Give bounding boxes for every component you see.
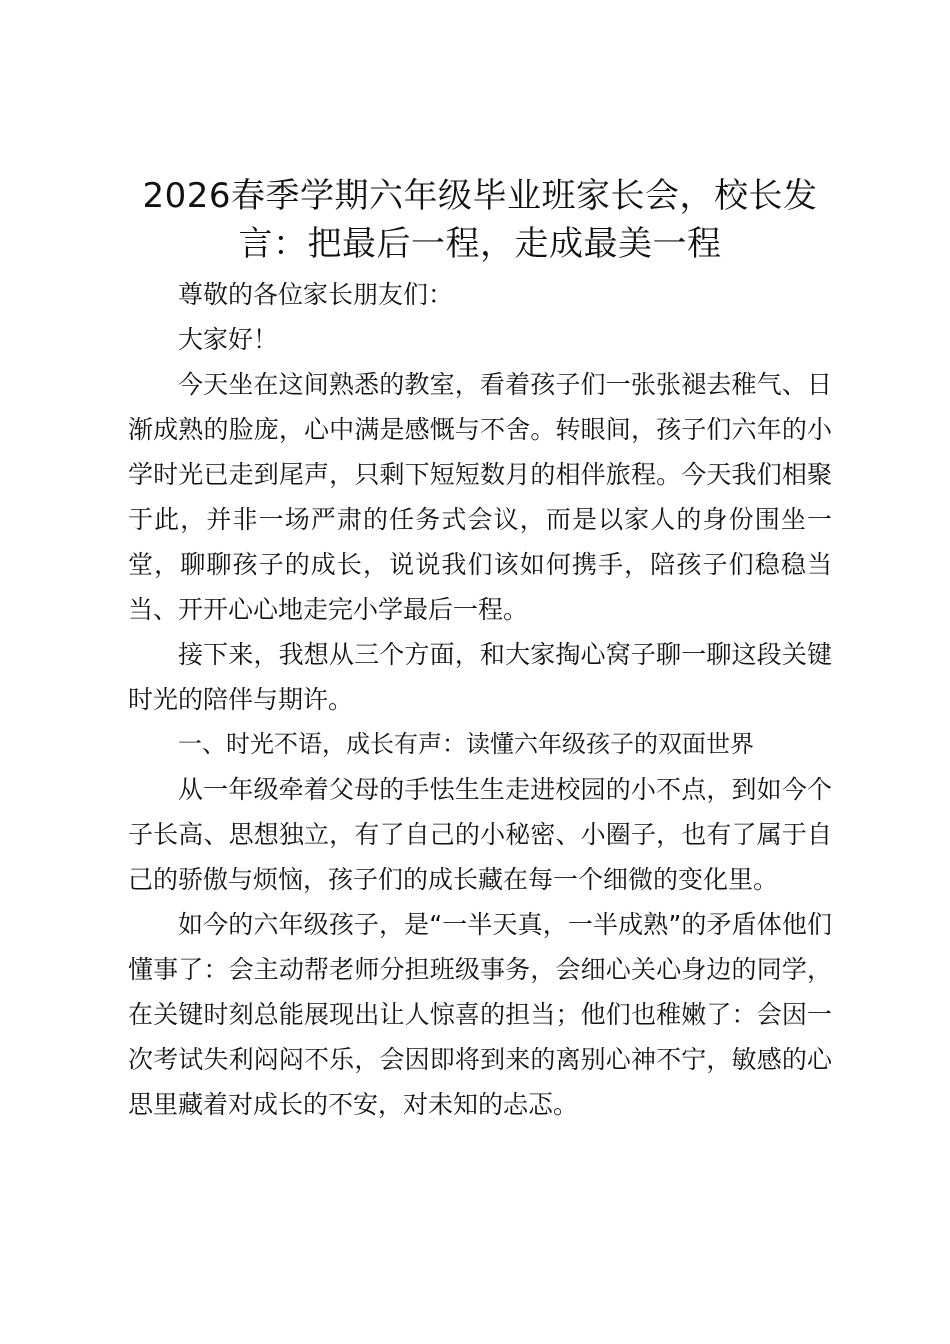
greeting: 尊敬的各位家长朋友们： <box>178 280 454 309</box>
section-paragraph: 从一年级牵着父母的手怯生生走进校园的小不点，到如今个子长高、思想独立，有了自己的小秘密、小圈子，也有了属于自己的骄傲与烦恼，孩子们的成长藏在每一个细微的变化里。 <box>128 775 832 894</box>
document-body <box>128 172 832 1127</box>
section-paragraph: 如今的六年级孩子，是“一半天真，一半成熟”的矛盾体他们懂事了：会主动帮老师分担班级事务，会细心关心身边的同学，在关键时刻总能展现出让人惊喜的担当；他们也稚嫩了：会因一次考试失利闷闷不乐，会因即将到来的离别心神不宁，敏感的心思里藏着对成长的不安，对未知的忐忑。 <box>128 910 832 1119</box>
intro-paragraph: 今天坐在这间熟悉的教室，看着孩子们一张张褪去稚气、日渐成熟的脸庞，心中满是感慨与不舍。转眼间，孩子们六年的小学时光已走到尾声，只剩下短短数月的相伴旅程。今天我们相聚于此，并非一场严肃的任务式会议，而是以家人的身份围坐一堂，聊聊孩子的成长，说说我们该如何携手，陪孩子们稳稳当当、开开心心地走完小学最后一程。 <box>128 370 832 624</box>
section-heading: 一、时光不语，成长有声：读懂六年级孩子的双面世界 <box>178 730 754 758</box>
outline-paragraph: 接下来，我想从三个方面，和大家掏心窝子聊一聊这段关键时光的陪伴与期许。 <box>128 640 832 714</box>
salutation: 大家好！ <box>178 325 279 354</box>
document-title: 2026春季学期六年级毕业班家长会，校长发言：把最后一程，走成最美一程 <box>142 176 818 264</box>
